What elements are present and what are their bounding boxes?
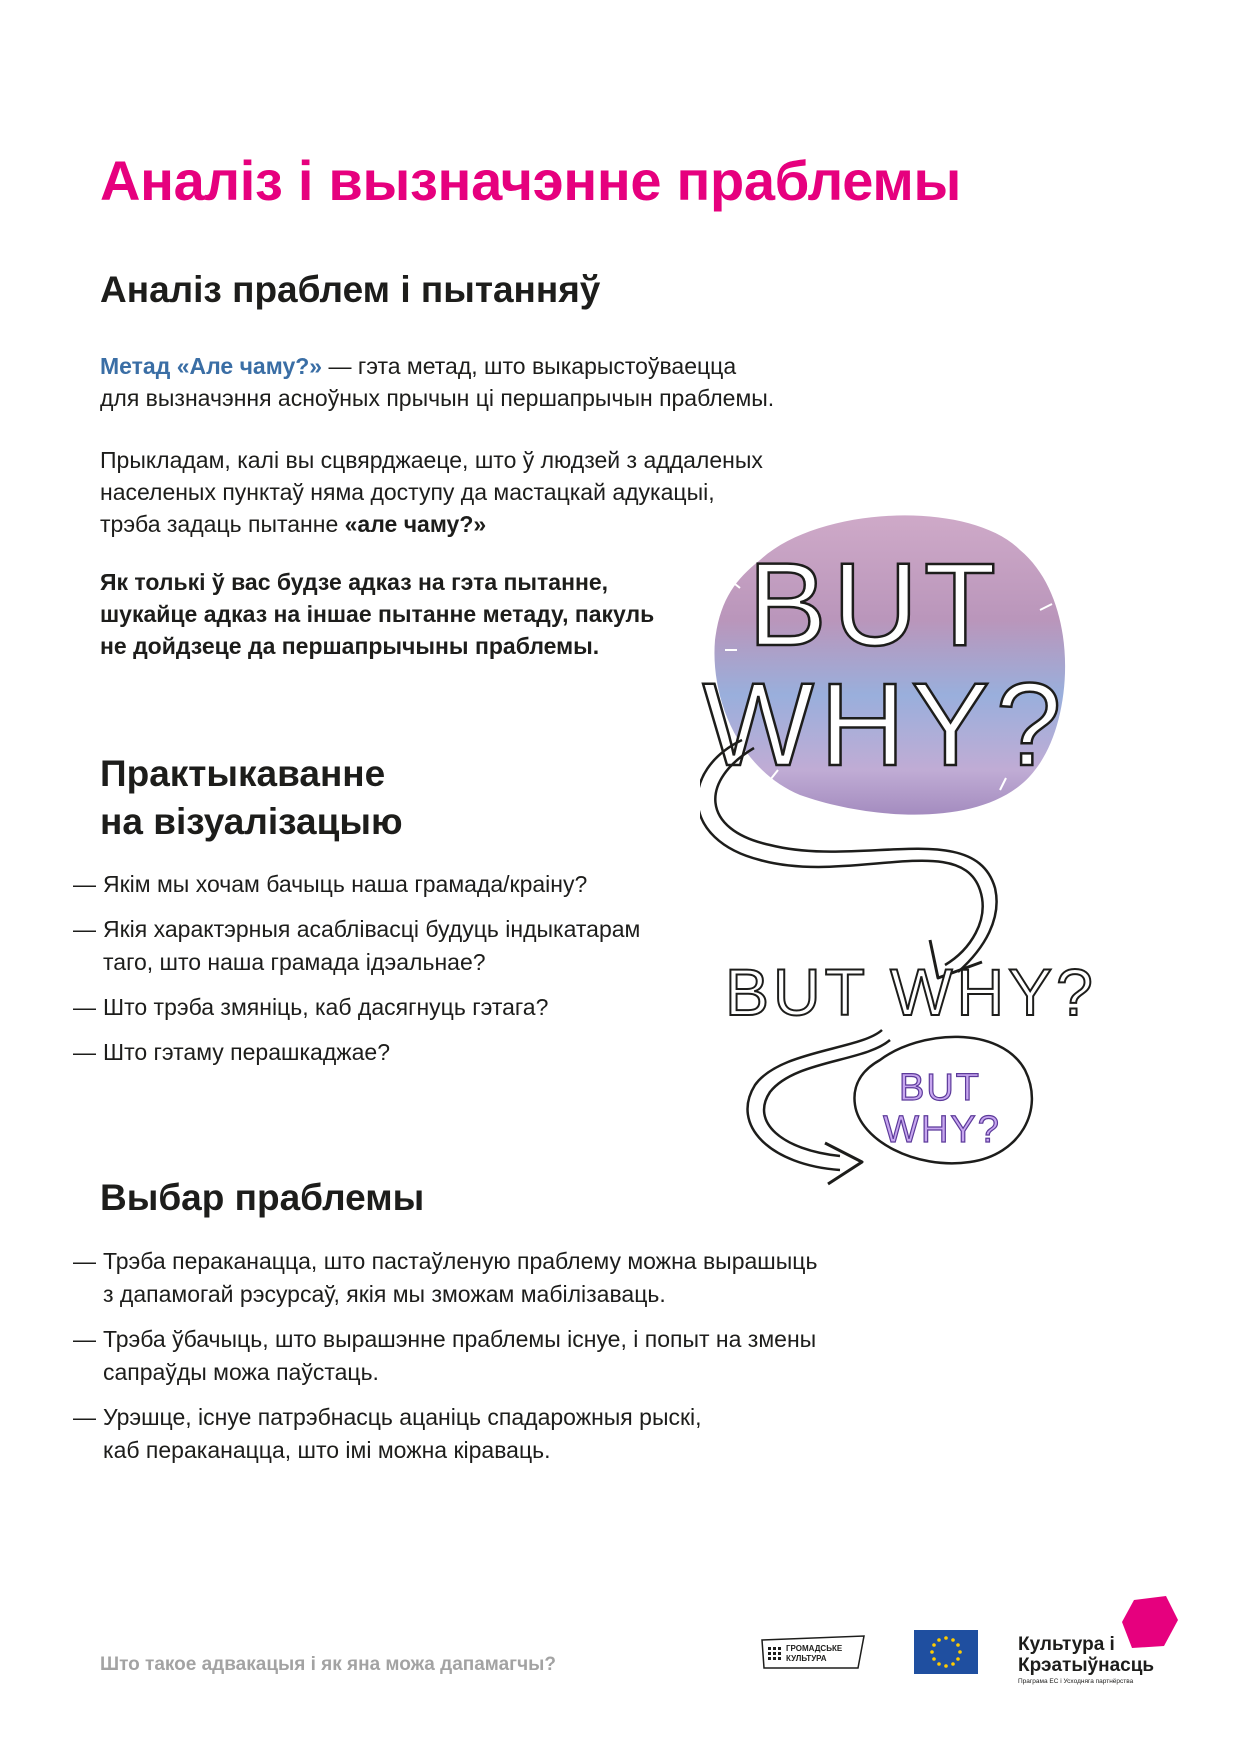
method-name: Метад «Але чаму?» (100, 353, 323, 379)
culture-logo-line-1: Культура і (1018, 1634, 1115, 1655)
section-heading-choice: Выбар праблемы (100, 1177, 425, 1218)
example-line-2: населеных пунктаў няма доступу да мастацкай адукацыі, (100, 479, 715, 505)
small-why-text: WHY? (883, 1109, 1001, 1151)
list-item-text: Якім мы хочам бачыць наша грамада/краіну? (103, 871, 588, 897)
big-but-text: BUT (748, 539, 1002, 671)
culture-logo-subtitle: Праграма ЕС і Усходняга партнёрства (1018, 1678, 1134, 1685)
dash: — (73, 1326, 96, 1352)
choice-list (73, 1245, 953, 1479)
list-item (73, 1323, 953, 1389)
visualization-heading-line-2: на візуалізацыю (100, 801, 403, 842)
list-item-text: Трэба ўбачыць, што вырашэнне праблемы існуе, і попыт на змены (103, 1326, 817, 1352)
section-heading-analysis: Аналіз праблем і пытанняў (100, 269, 601, 310)
list-item-text: Трэба пераканацца, што пастаўленую праблему можна вырашыць (103, 1248, 818, 1274)
dash: — (73, 916, 96, 942)
dash: — (73, 1248, 96, 1274)
emphasis-line-3: не дойдзеце да першапрычыны праблемы. (100, 633, 600, 659)
list-item (73, 868, 753, 901)
list-item (73, 1036, 753, 1069)
dash: — (73, 1039, 96, 1065)
visualization-heading-line-1: Практыкаванне (100, 753, 386, 794)
method-paragraph (100, 350, 860, 414)
gromadske-kultura-logo (760, 1634, 868, 1672)
but-why-illustration (700, 500, 1140, 1280)
page-title: Аналіз і вызначэнне праблемы (100, 149, 961, 212)
footer-title: Што такое адвакацыя і як яна можа дапамагчы? (100, 1654, 556, 1675)
list-item-text-cont: таго, што наша грамада ідэальнае? (103, 949, 486, 975)
visualization-list (73, 868, 753, 1081)
culture-creativity-logo (1018, 1634, 1154, 1688)
gromadske-line-1: ГРОМАДСЬКЕ (786, 1644, 843, 1653)
arrow-2-head (825, 1143, 862, 1184)
emphasis-paragraph (100, 566, 740, 662)
gromadske-logo-text (786, 1644, 842, 1664)
method-desc-2: для вызначэння асноўных прычын ці першапрычын праблемы. (100, 385, 775, 411)
list-item (73, 913, 753, 979)
emphasis-line-1: Як толькі ў вас будзе адказ на гэта пытанне, (100, 569, 609, 595)
list-item-text: Урэшце, існуе патрэбнасць ацаніць спадарожныя рыскі, (103, 1404, 702, 1430)
dash: — (73, 994, 96, 1020)
dash: — (73, 871, 96, 897)
gromadske-line-2: КУЛЬТУРА (786, 1654, 827, 1663)
example-line-3: трэба задаць пытанне (100, 511, 345, 537)
dash: — (73, 1404, 96, 1430)
list-item-text-cont: каб пераканацца, што імі можна кіраваць. (103, 1437, 551, 1463)
culture-logo-line-2: Крэатыўнасць (1018, 1655, 1155, 1676)
eu-flag-icon (914, 1630, 978, 1674)
emphasis-line-2: шукайце адказ на іншае пытанне метаду, пакуль (100, 601, 655, 627)
list-item-text-cont: з дапамогай рэсурсаў, якія мы зможам мабілізаваць. (103, 1281, 666, 1307)
list-item (73, 991, 753, 1024)
big-why-text: WHY? (702, 659, 1068, 791)
list-item-text: Якія характэрныя асаблівасці будуць індыкатарам (103, 916, 641, 942)
small-but-text: BUT (899, 1067, 981, 1109)
mid-but-why-text: BUT WHY? (725, 955, 1097, 1029)
method-desc-1: — гэта метад, што выкарыстоўваецца (322, 353, 737, 379)
list-item (73, 1401, 953, 1467)
example-line-1: Прыкладам, калі вы сцвярджаеце, што ў людзей з аддаленых (100, 447, 763, 473)
list-item-text: Што трэба змяніць, каб дасягнуць гэтага? (103, 994, 549, 1020)
list-item-text-cont: сапраўды можа паўстаць. (103, 1359, 379, 1385)
section-heading-visualization (100, 750, 403, 846)
example-question: «але чаму?» (344, 511, 487, 537)
list-item-text: Што гэтаму перашкаджае? (103, 1039, 391, 1065)
